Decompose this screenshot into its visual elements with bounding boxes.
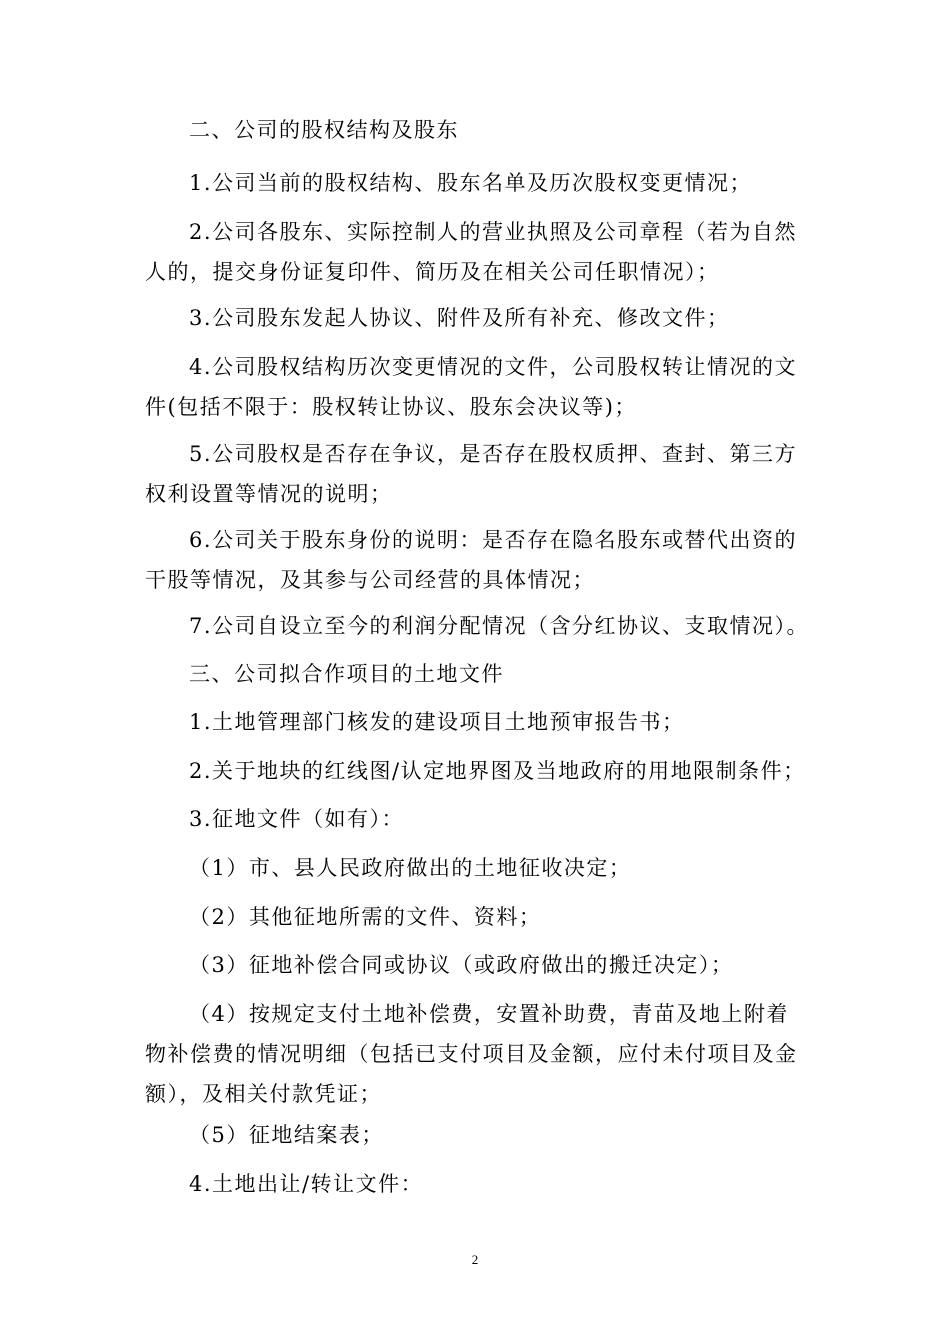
- paragraph-item: 4.公司股权结构历次变更情况的文件，公司股权转让情况的文件(包括不限于：股权转让协议、股东会决议等)；: [145, 355, 798, 419]
- paragraph-item: 6.公司关于股东身份的说明：是否存在隐名股东或替代出资的干股等情况，及其参与公司经营的具体情况；: [145, 528, 798, 592]
- paragraph-item: 1.公司当前的股权结构、股东名单及历次股权变更情况；: [189, 171, 753, 195]
- paragraph-subitem: （5）征地结案表；: [189, 1123, 384, 1147]
- paragraph-subitem: （2）其他征地所需的文件、资料；: [189, 905, 542, 929]
- section-heading-2: 二、公司的股权结构及股东: [189, 118, 459, 142]
- paragraph-item: 3.公司股东发起人协议、附件及所有补充、修改文件；: [189, 306, 730, 330]
- paragraph-item: 5.公司股权是否存在争议，是否存在股权质押、查封、第三方权利设置等情况的说明；: [145, 442, 798, 506]
- paragraph-item: 7.公司自设立至今的利润分配情况（含分红协议、支取情况）。: [189, 614, 810, 638]
- section-heading-3: 三、公司拟合作项目的土地文件: [189, 662, 504, 686]
- paragraph-subitem: （1）市、县人民政府做出的土地征收决定；: [189, 856, 632, 880]
- paragraph-item: 3.征地文件（如有）：: [189, 807, 405, 831]
- paragraph-item: 1.土地管理部门核发的建设项目土地预审报告书；: [189, 710, 685, 734]
- paragraph-item: 2.关于地块的红线图/认定地界图及当地政府的用地限制条件；: [189, 759, 806, 783]
- page-number: 2: [471, 1252, 479, 1267]
- paragraph-item: 2.公司各股东、实际控制人的营业执照及公司章程（若为自然人的，提交身份证复印件、简历及在相关公司任职情况）；: [145, 220, 798, 284]
- paragraph-item: 4.土地出让/转让文件：: [189, 1172, 424, 1196]
- paragraph-subitem: （3）征地补偿合同或协议（或政府做出的搬迁决定）；: [189, 953, 734, 977]
- paragraph-subitem: （4）按规定支付土地补偿费，安置补助费，青苗及地上附着物补偿费的情况明细（包括已支付项目及金额，应付未付项目及金额），及相关付款凭证；: [145, 1002, 798, 1106]
